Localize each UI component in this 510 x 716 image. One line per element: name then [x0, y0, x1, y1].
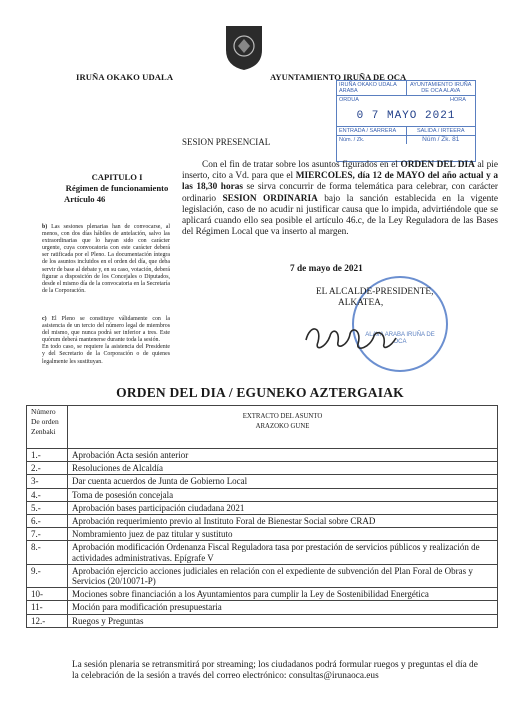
- agenda-table: [26, 405, 498, 628]
- agenda-row: [27, 488, 498, 501]
- agenda-item-number: 8.-: [27, 541, 68, 564]
- agenda-item-text: Ruegos y Preguntas: [68, 614, 498, 627]
- body-part-3: se sirva concurrir de forma telemática para celebrar, con carácter ordinario: [182, 182, 498, 204]
- agenda-row: [27, 515, 498, 528]
- agenda-row: [27, 475, 498, 488]
- body-bold-1: ORDEN DEL DIA: [400, 160, 475, 170]
- agenda-item-text: Mociones sobre financiación a los Ayuntamientos para cumplir la Ley de Sostenibilidad Energética: [68, 588, 498, 601]
- stamp-label-hora: HORA: [450, 97, 466, 103]
- agenda-item-number: 2.-: [27, 462, 68, 475]
- session-type: SESION PRESENCIAL: [182, 137, 271, 147]
- stamp-date: 0 7 MAYO 2021: [356, 110, 456, 122]
- header-extract-es: EXTRACTO DEL ASUNTO: [242, 413, 323, 420]
- article-c-text: El Pleno se constituye válidamente con la asistencia de un tercio del número legal de miembros del mismo, que nunca podrá ser inferior a tres. Este quórum deberá mantenerse durante toda la sesión.: [42, 316, 170, 344]
- agenda-item-number: 7.-: [27, 528, 68, 541]
- agenda-row: [27, 449, 498, 462]
- document-date: 7 de mayo de 2021: [290, 264, 363, 274]
- article-c-label: c): [42, 316, 47, 322]
- stamp-num-value: Núm / Zk. 81: [406, 136, 476, 144]
- agenda-item-number: 5.-: [27, 501, 68, 514]
- agenda-item-text: Toma de posesión concejala: [68, 488, 498, 501]
- stamp-entrada: ENTRADA / SARRERA: [339, 128, 397, 134]
- agenda-item-text: Aprobación bases participación ciudadana 2021: [68, 501, 498, 514]
- agenda-item-text: Aprobación modificación Ordenanza Fiscal Reguladora tasa por prestación de servicios públicos y realización de actividades administrativas. Epígrafe V: [68, 541, 498, 564]
- body-part-4: bajo la sanción establecida en la vigente legislación, caso de no acudir ni justificar causa que lo impida, advirtiéndole que se aplicará cuando ello sea posible el artículo 46.c, de la Ley Reguladora de las Bases del Régimen Local que va inserto al margen.: [182, 193, 498, 238]
- article-46-b: [42, 224, 170, 295]
- agenda-item-number: 9.-: [27, 564, 68, 587]
- agenda-row: [27, 588, 498, 601]
- body-bold-2: MIERCOLES, día 12 de MAYO del año actual y a las 18,30 horas: [182, 171, 498, 193]
- agenda-item-number: 6.-: [27, 515, 68, 528]
- stamp-label-ordua: ORDUA: [339, 97, 359, 103]
- agenda-item-text: Dar cuenta acuerdos de Junta de Gobierno Local: [68, 475, 498, 488]
- agenda-table-header: [27, 406, 498, 449]
- body-part-1: Con el fin de tratar sobre los asuntos figurados en el: [202, 160, 401, 170]
- body-bold-3: SESION ORDINARIA: [222, 193, 318, 204]
- chapter-line-3: Artículo 46: [64, 194, 106, 204]
- agenda-row: [27, 564, 498, 587]
- header-extract: [68, 406, 498, 449]
- agenda-row: [27, 528, 498, 541]
- header-number: Número De orden Zenbaki: [27, 406, 68, 449]
- municipal-crest-icon: [224, 22, 264, 72]
- agenda-item-number: 1.-: [27, 449, 68, 462]
- header-left-title: IRUÑA OKAKO UDALA: [76, 72, 174, 82]
- agenda-item-text: Aprobación ejercicio acciones judiciales en relación con el expediente de subvención del Plan Foral de Obras y Servicios (20/10071-P): [68, 564, 498, 587]
- convocation-text: [182, 160, 498, 238]
- article-c-text-2: En todo caso, se requiere la asistencia del Presidente y del Secretario de la Corporación o de quienes legalmente les sustituyan.: [42, 344, 170, 365]
- header-right-title: AYUNTAMIENTO IRUÑA DE OCA: [270, 72, 407, 82]
- agenda-item-number: 10-: [27, 588, 68, 601]
- seal-text: ALAVA ARABA IRUÑA DE OCA: [365, 332, 435, 345]
- agenda-item-number: 3-: [27, 475, 68, 488]
- stamp-num: Núm. / Zk.: [339, 137, 365, 143]
- agenda-row: [27, 601, 498, 614]
- article-b-text: Las sesiones plenarias han de convocarse, al menos, con dos días hábiles de antelación, salvo las extraordinarias que lo hayan sido con carácter urgente, cuya convocatoria con este carácter deberá ser ratificada por el Pleno. La documentación íntegra de los asuntos incluidos en el orden del día, que deba servir de base al debate y, en su caso, votación, deberá figurar a disposición de los Concejales o Diputados, desde el mismo día de la convocatoria en la Secretaría de la Corporación.: [42, 224, 171, 294]
- agenda-item-number: 12.-: [27, 614, 68, 627]
- agenda-item-text: Resoluciones de Alcaldía: [68, 462, 498, 475]
- stamp-salida: SALIDA / IRTEERA: [406, 127, 476, 135]
- mayor-title-basque: ALKATEA,: [338, 298, 384, 308]
- agenda-title: ORDEN DEL DIA / EGUNEKO AZTERGAIAK: [116, 385, 404, 400]
- agenda-item-number: 4.-: [27, 488, 68, 501]
- agenda-item-text: Aprobación requerimiento previo al Instituto Foral de Bienestar Social sobre CRAD: [68, 515, 498, 528]
- signature: [300, 318, 400, 358]
- agenda-row: [27, 614, 498, 627]
- stamp-top-left: IRUÑA OKAKO UDALA ARABA: [339, 82, 397, 94]
- article-b-label: b): [42, 224, 48, 230]
- agenda-row: [27, 541, 498, 564]
- agenda-item-text: Moción para modificación presupuestaria: [68, 601, 498, 614]
- agenda-row: [27, 462, 498, 475]
- stamp-top-right: AYUNTAMIENTO IRUÑA DE OCA ALAVA: [406, 81, 476, 95]
- header-extract-eu: ARAZOKO GUNE: [255, 423, 310, 431]
- chapter-line-1: CAPITULO I: [91, 172, 143, 182]
- chapter-line-2: Régimen de funcionamiento: [65, 183, 169, 193]
- body-part-2: al pie inserto, cito a Vd. para que el: [182, 160, 499, 182]
- agenda-row: [27, 501, 498, 514]
- streaming-note: La sesión plenaria se retransmitirá por streaming; los ciudadanos podrá formular ruegos y preguntas el día de la celebración de la sesión a través del correo electrónico: consultas@irunaoca.eus: [72, 660, 478, 682]
- agenda-item-number: 11-: [27, 601, 68, 614]
- chapter-heading: [62, 172, 172, 205]
- registry-stamp: [336, 80, 476, 162]
- article-46-c: [42, 316, 170, 366]
- agenda-item-text: Aprobación Acta sesión anterior: [68, 449, 498, 462]
- mayor-title: EL ALCALDE-PRESIDENTE,: [316, 287, 434, 297]
- agenda-item-text: Nombramiento juez de paz titular y sustituto: [68, 528, 498, 541]
